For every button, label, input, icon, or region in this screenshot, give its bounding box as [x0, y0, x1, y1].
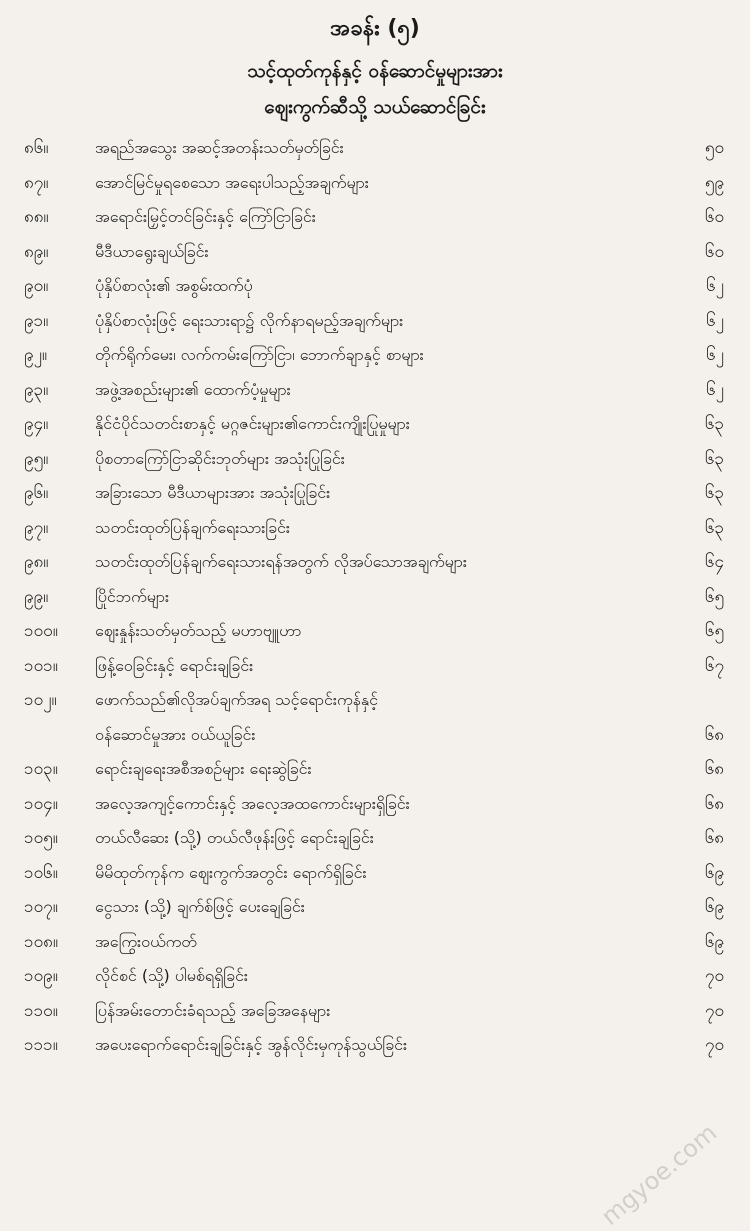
entry-number: ၉၄။	[24, 414, 49, 434]
entry-number: ၁၀၃။	[24, 759, 58, 779]
toc-entry	[0, 1027, 750, 1062]
toc-entry	[0, 475, 750, 510]
toc-entry	[0, 855, 750, 890]
entry-title: နိုင်ငံပိုင်သတင်းစာနှင့် မဂ္ဂဇင်းများ၏ကောင်းကျိုးပြုမှုများ	[95, 414, 410, 433]
entry-page-number: ၇၀	[704, 1035, 724, 1055]
entry-number: ၉၅။	[24, 448, 49, 469]
entry-page-number: ၆၅	[704, 586, 724, 607]
entry-page-number: ၆၇	[704, 655, 724, 676]
toc-entry	[0, 337, 750, 372]
entry-number: ၁၀၀။	[24, 621, 58, 641]
entry-title: အဖွဲ့အစည်းများ၏ ထောက်ပံ့မှုများ	[95, 379, 291, 399]
entry-title: အောင်မြင်မှုရစေသော အရေးပါသည့်အချက်များ	[95, 172, 369, 192]
entry-title: ပုံနှိပ်စာလုံး၏ အစွမ်းထက်ပုံ	[95, 276, 253, 295]
entry-page-number: ၆၀	[704, 241, 724, 262]
toc-entry	[0, 406, 750, 441]
toc-entry	[0, 924, 750, 959]
entry-title: ပြိုင်ဘက်များ	[95, 586, 170, 606]
entry-number: ၉၁။	[24, 310, 49, 331]
toc-entry	[0, 130, 750, 165]
entry-number: ၁၀၈။	[24, 931, 58, 952]
toc-entry	[0, 889, 750, 924]
entry-page-number: ၆၉	[704, 897, 724, 917]
entry-number: ၈၆။	[24, 138, 49, 158]
entry-title: သတင်းထုတ်ပြန်ချက်ရေးသားခြင်း	[95, 517, 290, 537]
entry-title: ရောင်းချရေးအစီအစဉ်များ ရေးဆွဲခြင်း	[95, 759, 312, 778]
entry-title: ဝန်ဆောင်မှုအား ဝယ်ယူခြင်း	[95, 724, 256, 744]
entry-page-number: ၆၉	[704, 862, 724, 883]
entry-title: အကြွေးဝယ်ကတ်	[95, 931, 197, 951]
toc-entry	[0, 648, 750, 683]
watermark: mgyoe.com	[595, 1118, 722, 1231]
entry-number: ၁၀၇။	[24, 897, 58, 917]
entry-title: ပုံနှိပ်စာလုံးဖြင့် ရေးသားရာ၌ လိုက်နာရမည့်အချက်များ	[95, 310, 404, 330]
entry-number: ၈၈။	[24, 207, 49, 227]
entry-number: ၁၀၆။	[24, 862, 58, 883]
entry-title: ပြန်အမ်းတောင်းခံရသည့် အခြေအနေများ	[95, 1000, 331, 1020]
entry-title: အခြားသော မီဒီယာများအား အသုံးပြုခြင်း	[95, 483, 331, 502]
toc-entry	[0, 613, 750, 648]
entry-title: ဈေးနှုန်းသတ်မှတ်သည့် မဟာဗျူဟာ	[95, 621, 302, 640]
entry-number: ၁၀၂။	[24, 690, 57, 710]
entry-page-number: ၅၀	[704, 138, 724, 158]
entry-title: အရည်အသွေး အဆင့်အတန်းသတ်မှတ်ခြင်း	[95, 138, 344, 157]
entry-page-number: ၅၉	[704, 172, 724, 193]
entry-title: ပိုစတာကြော်ငြာဆိုင်းဘုတ်များ အသုံးပြုခြင်း	[95, 448, 345, 468]
entry-page-number: ၆၃	[704, 517, 724, 538]
entry-title: မိမိထုတ်ကုန်က ဈေးကွက်အတွင်း ရောက်ရှိခြင်း	[95, 862, 367, 882]
entry-number: ၉၃။	[24, 379, 49, 400]
entry-title: ငွေသား (သို့) ချက်စ်ဖြင့် ပေးချေခြင်း	[95, 897, 305, 916]
toc-entry	[0, 372, 750, 407]
entry-page-number: ၆၀	[704, 207, 724, 227]
entry-number: ၁၀၉။	[24, 966, 58, 986]
entry-title: အပေးရောက်ရောင်းချခြင်းနှင့် အွန်လိုင်းမှကုန်သွယ်ခြင်း	[95, 1035, 408, 1054]
entry-page-number: ၆၃	[704, 448, 724, 469]
toc-entry	[0, 268, 750, 303]
entry-page-number: ၆၉	[704, 931, 724, 952]
entry-number: ၈၉။	[24, 241, 49, 262]
entry-number: ၁၁၀။	[24, 1000, 58, 1021]
entry-number: ၁၀၅။	[24, 828, 58, 848]
toc-entry	[0, 544, 750, 579]
entry-title: ဖြန့်ဝေခြင်းနှင့် ရောင်းချခြင်း	[95, 655, 254, 675]
toc-entry	[0, 786, 750, 821]
entry-title: လိုင်စင် (သို့) ပါမစ်ရရှိခြင်း	[95, 966, 248, 985]
table-of-contents	[0, 130, 750, 1062]
entry-title: မီဒီယာရွေးချယ်ခြင်း	[95, 241, 209, 261]
entry-number: ၉၈။	[24, 552, 49, 572]
toc-entry	[0, 820, 750, 855]
entry-title: အရောင်းမြှင့်တင်ခြင်းနှင့် ကြော်ငြာခြင်း	[95, 207, 316, 226]
toc-entry	[0, 751, 750, 786]
chapter-label: အခန်း (၅)	[330, 16, 420, 41]
toc-entry	[0, 234, 750, 269]
entry-title: သတင်းထုတ်ပြန်ချက်ရေးသားရန်အတွက် လိုအပ်သောအချက်များ	[95, 552, 467, 571]
entry-number: ၈၇။	[24, 172, 49, 193]
entry-number: ၁၁၁။	[24, 1035, 58, 1055]
entry-page-number: ၆၃	[704, 483, 724, 503]
entry-page-number: ၆၈	[704, 793, 724, 814]
entry-title: အလေ့အကျင့်ကောင်းနှင့် အလေ့အထကောင်းများရှိခြင်း	[95, 793, 410, 813]
chapter-title-line-2: ဈေးကွက်ဆီသို့ သယ်ဆောင်ခြင်း	[264, 96, 486, 118]
entry-page-number: ၆၂	[706, 345, 724, 365]
toc-entry	[0, 510, 750, 545]
toc-entry	[0, 199, 750, 234]
toc-entry	[0, 579, 750, 614]
entry-title: တယ်လီဆေး (သို့) တယ်လီဖုန်းဖြင့် ရောင်းချခြင်း	[95, 828, 374, 847]
toc-entry	[0, 958, 750, 993]
entry-page-number: ၆၂	[706, 379, 724, 400]
entry-page-number: ၆၃	[704, 414, 724, 434]
entry-page-number: ၆၂	[706, 276, 724, 296]
toc-entry	[0, 441, 750, 476]
entry-number: ၉၂။	[24, 345, 48, 365]
chapter-title-line-1: သင့်ထုတ်ကုန်နှင့် ဝန်ဆောင်မှုများအား	[247, 60, 503, 82]
toc-entry	[0, 717, 750, 752]
entry-page-number: ၆၈	[704, 724, 724, 745]
toc-entry	[0, 993, 750, 1028]
entry-number: ၉၆။	[24, 483, 49, 503]
toc-entry	[0, 165, 750, 200]
entry-number: ၉၇။	[24, 517, 49, 538]
entry-title: ဖောက်သည်၏လိုအပ်ချက်အရ သင့်ရောင်းကုန်နှင့်	[95, 690, 379, 709]
entry-number: ၁၀၄။	[24, 793, 58, 814]
entry-page-number: ၆၈	[704, 759, 724, 779]
entry-page-number: ၆၈	[704, 828, 724, 848]
entry-page-number: ၇၀	[704, 1000, 724, 1021]
entry-number: ၁၀၁။	[24, 655, 58, 676]
toc-entry	[0, 682, 750, 717]
entry-title: တိုက်ရိုက်မေး၊ လက်ကမ်းကြော်ငြာ၊ ဘောက်ချာနှင့် စာများ	[95, 345, 424, 364]
entry-number: ၉၉။	[24, 586, 49, 607]
toc-entry	[0, 303, 750, 338]
entry-page-number: ၆၂	[706, 310, 724, 331]
entry-page-number: ၇၀	[704, 966, 724, 986]
entry-page-number: ၆၅	[704, 621, 724, 641]
entry-number: ၉၀။	[24, 276, 49, 296]
entry-page-number: ၆၄	[704, 552, 724, 572]
